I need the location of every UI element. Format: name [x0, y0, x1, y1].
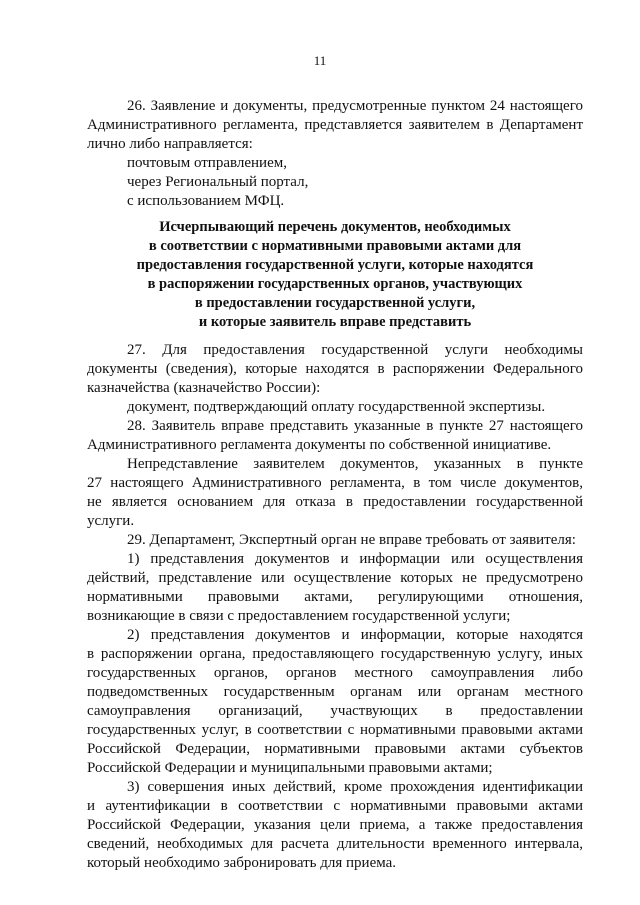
text-line: 1) представления документов и информации или осуществления [127, 551, 583, 567]
heading-line: в соответствии с нормативными правовыми актами для [148, 238, 522, 254]
paragraph-29-item-2 [87, 626, 583, 778]
text-line: услуги. [87, 513, 135, 529]
list-item: через Региональный портал, [127, 174, 309, 190]
paragraph-27 [87, 341, 583, 417]
text-line: не является основанием для отказа в предоставлении государственной [87, 494, 583, 510]
heading-line: в предоставлении государственной услуги, [194, 295, 476, 311]
submission-methods-list [127, 154, 547, 211]
list-item: почтовым отправлением, [127, 155, 287, 171]
paragraph-26 [87, 97, 583, 154]
text-line: Российской Федерации и муниципальными правовыми актами; [87, 760, 493, 776]
text-line: Российской Федерации, нормативными правовыми актами субъектов [87, 741, 583, 757]
paragraph-28 [87, 417, 583, 455]
text-line: Административного регламента документы по собственной инициативе. [87, 437, 552, 453]
heading-line: Исчерпывающий перечень документов, необходимых [159, 219, 511, 235]
text-line: самоуправления организаций, участвующих в предоставлении [87, 703, 583, 719]
text-line: документы (сведения), которые находятся в распоряжении Федерального [87, 361, 583, 377]
text-line: государственных услуг, в соответствии с нормативными правовыми актами [87, 722, 583, 738]
text-line: действий, представление или осуществление которых не предусмотрено [87, 570, 583, 586]
paragraph-29-item-1 [87, 550, 583, 626]
text-line: 26. Заявление и документы, предусмотренные пунктом 24 настоящего [127, 98, 583, 114]
text-line: Административного регламента, представляется заявителем в Департамент [87, 117, 583, 133]
heading-line: предоставления государственной услуги, которые находятся [136, 257, 534, 273]
text-line: подведомственных государственным органам или органам местного [87, 684, 583, 700]
section-heading [87, 218, 583, 332]
text-line: Непредставление заявителем документов, указанных в пункте [127, 456, 583, 472]
text-line: лично либо направляется: [87, 136, 253, 152]
text-line: 29. Департамент, Экспертный орган не вправе требовать от заявителя: [127, 532, 576, 548]
text-line: 3) совершения иных действий, кроме прохождения идентификации [127, 779, 583, 795]
text-line: в распоряжении органа, предоставляющего государственную услугу, иных [87, 646, 583, 662]
text-line: и аутентификации в соответствии с нормативными правовыми актами [87, 798, 583, 814]
text-line: возникающие в связи с предоставлением государственной услуги; [87, 608, 511, 624]
text-line: 28. Заявитель вправе представить указанные в пункте 27 настоящего [127, 418, 583, 434]
heading-line: в распоряжении государственных органов, участвующих [147, 276, 523, 292]
text-line: документ, подтверждающий оплату государственной экспертизы. [127, 399, 546, 415]
page-number: 11 [313, 53, 327, 68]
text-line: сведений, необходимых для расчета длительности временного интервала, [87, 836, 583, 852]
text-line: 2) представления документов и информации, которые находятся [127, 627, 583, 643]
text-line: казначейства (казначейство России): [87, 380, 321, 396]
text-line: Российской Федерации, указания цели приема, а также предоставления [87, 817, 583, 833]
paragraph-28-continued [87, 455, 583, 531]
text-line: государственных органов, органов местного самоуправления либо [87, 665, 583, 681]
text-line: 27 настоящего Административного регламента, в том числе документов, [87, 475, 583, 491]
text-line: который необходимо забронировать для приема. [87, 855, 397, 871]
heading-line: и которые заявитель вправе представить [198, 314, 472, 330]
text-line: нормативными правовыми актами, регулирующими отношения, [87, 589, 583, 605]
list-item: с использованием МФЦ. [127, 193, 285, 209]
paragraph-29-item-3 [87, 778, 583, 873]
text-line: 27. Для предоставления государственной услуги необходимы [127, 342, 583, 358]
paragraph-29 [87, 531, 583, 550]
